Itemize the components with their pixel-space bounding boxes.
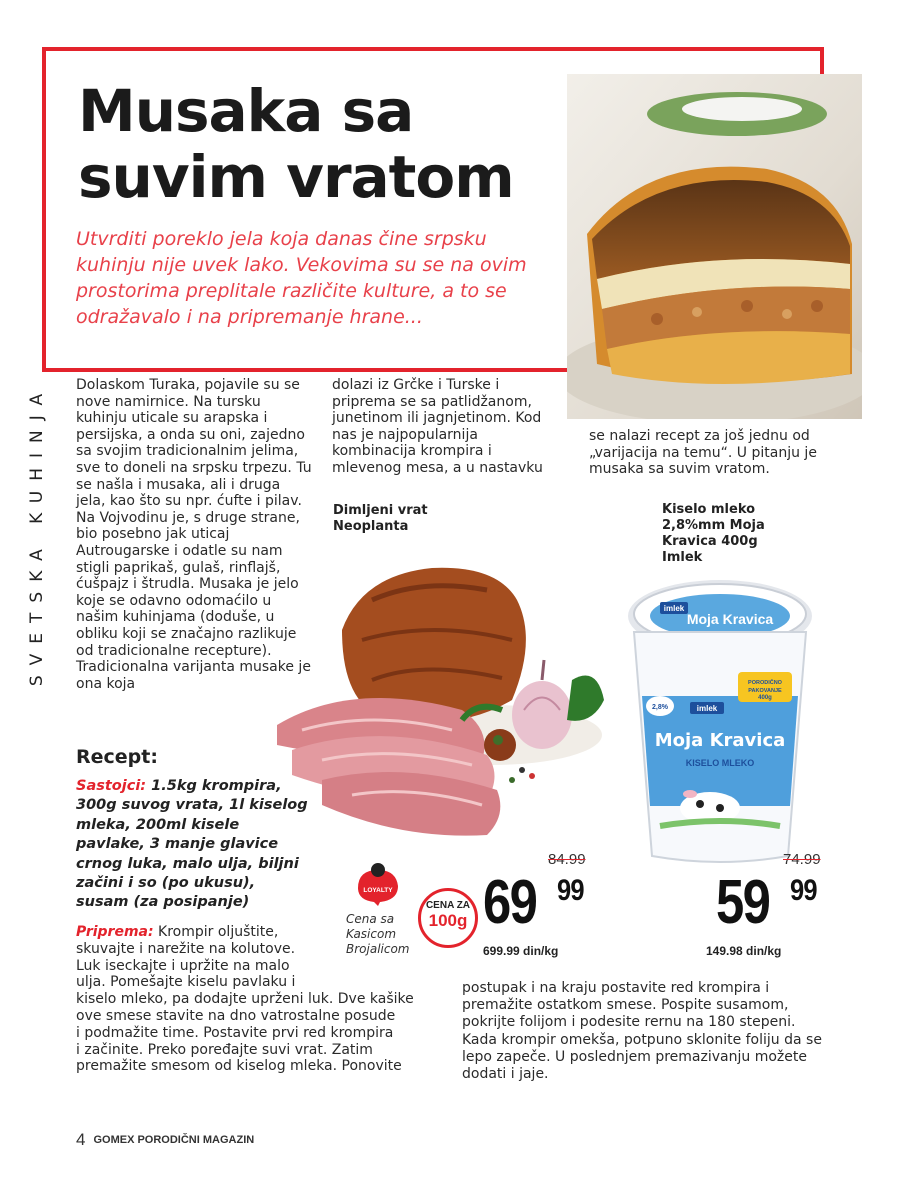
price-ham: 69 99 — [483, 868, 584, 937]
svg-text:PORODIČNO: PORODIČNO — [748, 680, 782, 686]
page-title: Musaka sa suvim vratom — [78, 77, 514, 211]
loyalty-note: Cena sa Kasicom Brojalicom — [346, 912, 410, 956]
badge-line-1: CENA ZA — [425, 900, 471, 911]
unit-price-ham: 699.99 din/kg — [483, 944, 559, 958]
musaka-photo — [567, 74, 862, 419]
svg-text:PAKOVANJE: PAKOVANJE — [748, 688, 782, 694]
recipe-preparation — [76, 924, 436, 1075]
recipe-continuation: postupak i na kraju postavite red krompira i premažite ostatkom smese. Pospite susamom, pokrijte folijom i podesite rernu na 180 stepeni. Kada krompir omekša, potpuno sklonite foliju da se lepo zapeče. U poslednjem premazivanju možete dodati i jaje. — [462, 980, 822, 1083]
unit-price-yogurt: 149.98 din/kg — [706, 944, 782, 958]
loyalty-badge — [354, 860, 402, 908]
prep-line: kiselo mleko, pa dodajte uprženi luk. Dve kašike — [76, 991, 414, 1008]
svg-text:400g: 400g — [758, 695, 772, 701]
svg-text:LOYALTY: LOYALTY — [363, 887, 393, 894]
svg-text:imlek: imlek — [696, 704, 718, 713]
section-label: SVETSKA KUHINJA — [27, 383, 47, 687]
article-column-2: dolazi iz Grčke i Turske i priprema se sa patlidžanom, junetinom ili jagnjetinom. Kod nas je najpopularnija kombinacija krompira i mlevenog mesa, a u nastavku — [332, 377, 543, 476]
smoked-ham-image — [262, 560, 612, 850]
article-column-1: Dolaskom Turaka, pojavile su se nove namirnice. Na tursku kuhinju uticale su arapska i persijska, a onda su oni, zajedno sa svojim tradicionalnim jelima, sve to doneli na srpsku trpezu. Tu se našla i musaka, ali i druga jela, kao što su npr. ćufte i pilav. Na Vojvodinu je, s druge strane, bio posebno jak uticaj Autrougarske i odatle su nam stigli paprikaš, gulaš, rinflajš, ćušpajz i štrudla. Musaka je jelo koje se odavno odomaćilo u našim kuhinjama (doduše, u obliku koji se značajno razlikuje od tradicionalne recepture). Tradicionalna varijanta musake je ona koja — [76, 377, 312, 692]
svg-text:imlek: imlek — [663, 604, 685, 613]
svg-text:Moja Kravica: Moja Kravica — [654, 730, 786, 751]
prep-line: i podmažite time. Postavite prvi red krompira — [76, 1024, 394, 1041]
prep-label: Priprema: — [76, 924, 154, 940]
page-number: 4 — [76, 1130, 86, 1149]
prep-line: premažite smesom od kiselog mleka. Ponovite — [76, 1058, 402, 1075]
recipe-ingredients — [76, 777, 312, 913]
yogurt-cup-image — [620, 576, 820, 866]
magazine-name: GOMEX PORODIČNI MAGAZIN — [93, 1134, 255, 1146]
recipe-heading: Recept: — [76, 746, 158, 768]
old-price-yogurt: 74.99 — [783, 851, 821, 868]
article-column-3: se nalazi recept za još jednu od „varijacija na temu“. U pitanju je musaka sa suvim vratom. — [589, 428, 817, 478]
price-yogurt: 59 99 — [716, 868, 817, 937]
svg-text:2,8%: 2,8% — [652, 704, 668, 711]
svg-text:Moja Kravica: Moja Kravica — [686, 611, 774, 627]
product-name-ham: Dimljeni vrat Neoplanta — [333, 503, 428, 534]
ingredients-label: Sastojci: — [76, 778, 147, 794]
product-name-yogurt: Kiselo mleko 2,8%mm Moja Kravica 400g Imlek — [662, 502, 765, 565]
old-price-ham: 84.99 — [548, 851, 586, 868]
ingredients-text: 1.5kg krompira, 300g suvog vrata, 1l kiselog mleka, 200ml kisele pavlake, 3 manje glavice crnog luka, malo ulja, biljni začini i so (po ukusu), susam (za posipanje) — [76, 778, 308, 911]
prep-line: i začinite. Preko poređajte suvi vrat. Zatim — [76, 1041, 373, 1058]
prep-line: skuvajte i narežite na kolutove. — [76, 940, 296, 957]
prep-line: Krompir oljuštite, — [158, 924, 279, 940]
intro-text: Utvrditi poreklo jela koja danas čine srpsku kuhinju nije uvek lako. Vekovima su se na ovim prostorima preplitale različite kulture, a to se odražavalo i na pripremanje hrane... — [76, 228, 527, 328]
svg-text:KISELO MLEKO: KISELO MLEKO — [685, 758, 755, 768]
prep-line: Luk iseckajte i upržite na malo — [76, 957, 290, 974]
prep-line: ove smese stavite na dno vatrostalne posude — [76, 1007, 396, 1024]
badge-line-2: 100g — [428, 911, 468, 930]
page-footer — [76, 1130, 254, 1150]
prep-line: ulja. Pomešajte kiselu pavlaku i — [76, 974, 296, 991]
